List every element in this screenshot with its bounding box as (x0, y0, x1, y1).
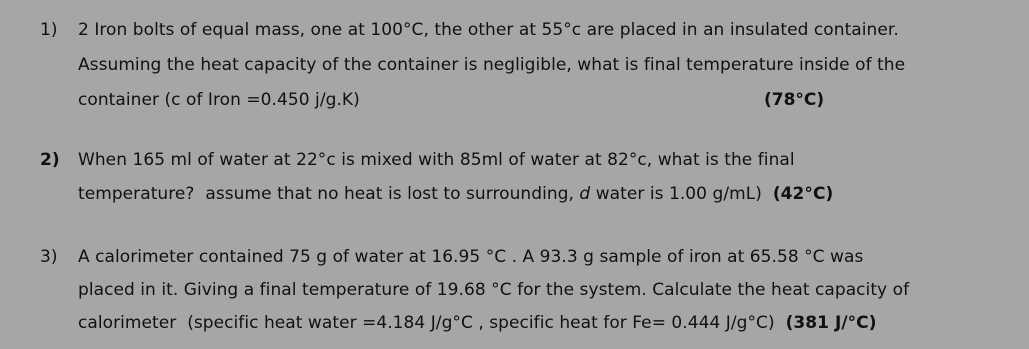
question-text-segment: water is 1.00 g/mL) (590, 184, 773, 204)
density-symbol: d (579, 184, 591, 204)
question-text-line (78, 312, 877, 334)
question-number: 1) (40, 20, 58, 40)
question-text-line: 2 Iron bolts of equal mass, one at 100°C, the other at 55°c are placed in an insulated container. (78, 20, 899, 40)
question-number: 3) (40, 247, 58, 267)
question-number: 2) (40, 150, 60, 170)
question-text-line: Assuming the heat capacity of the container is negligible, what is final temperature inside of the (78, 55, 906, 75)
question-text-segment: calorimeter (specific heat water =4.184 J/g°C , specific heat for Fe= 0.444 J/g°C) (78, 313, 786, 333)
question-text-line (78, 183, 833, 205)
answer: (78°C) (764, 90, 825, 110)
question-text-line: When 165 ml of water at 22°c is mixed with 85ml of water at 82°c, what is the final (78, 150, 795, 170)
answer: (381 J/°C) (785, 313, 877, 333)
question-text-line: A calorimeter contained 75 g of water at 16.95 °C . A 93.3 g sample of iron at 65.58 °C was (78, 247, 864, 267)
question-text-segment: temperature? assume that no heat is lost to surrounding, (78, 184, 580, 204)
question-text-line: placed in it. Giving a final temperature of 19.68 °C for the system. Calculate the heat capacity of (78, 280, 910, 300)
question-text-line: container (c of Iron =0.450 j/g.K) (78, 90, 360, 110)
answer: (42°C) (772, 184, 834, 204)
